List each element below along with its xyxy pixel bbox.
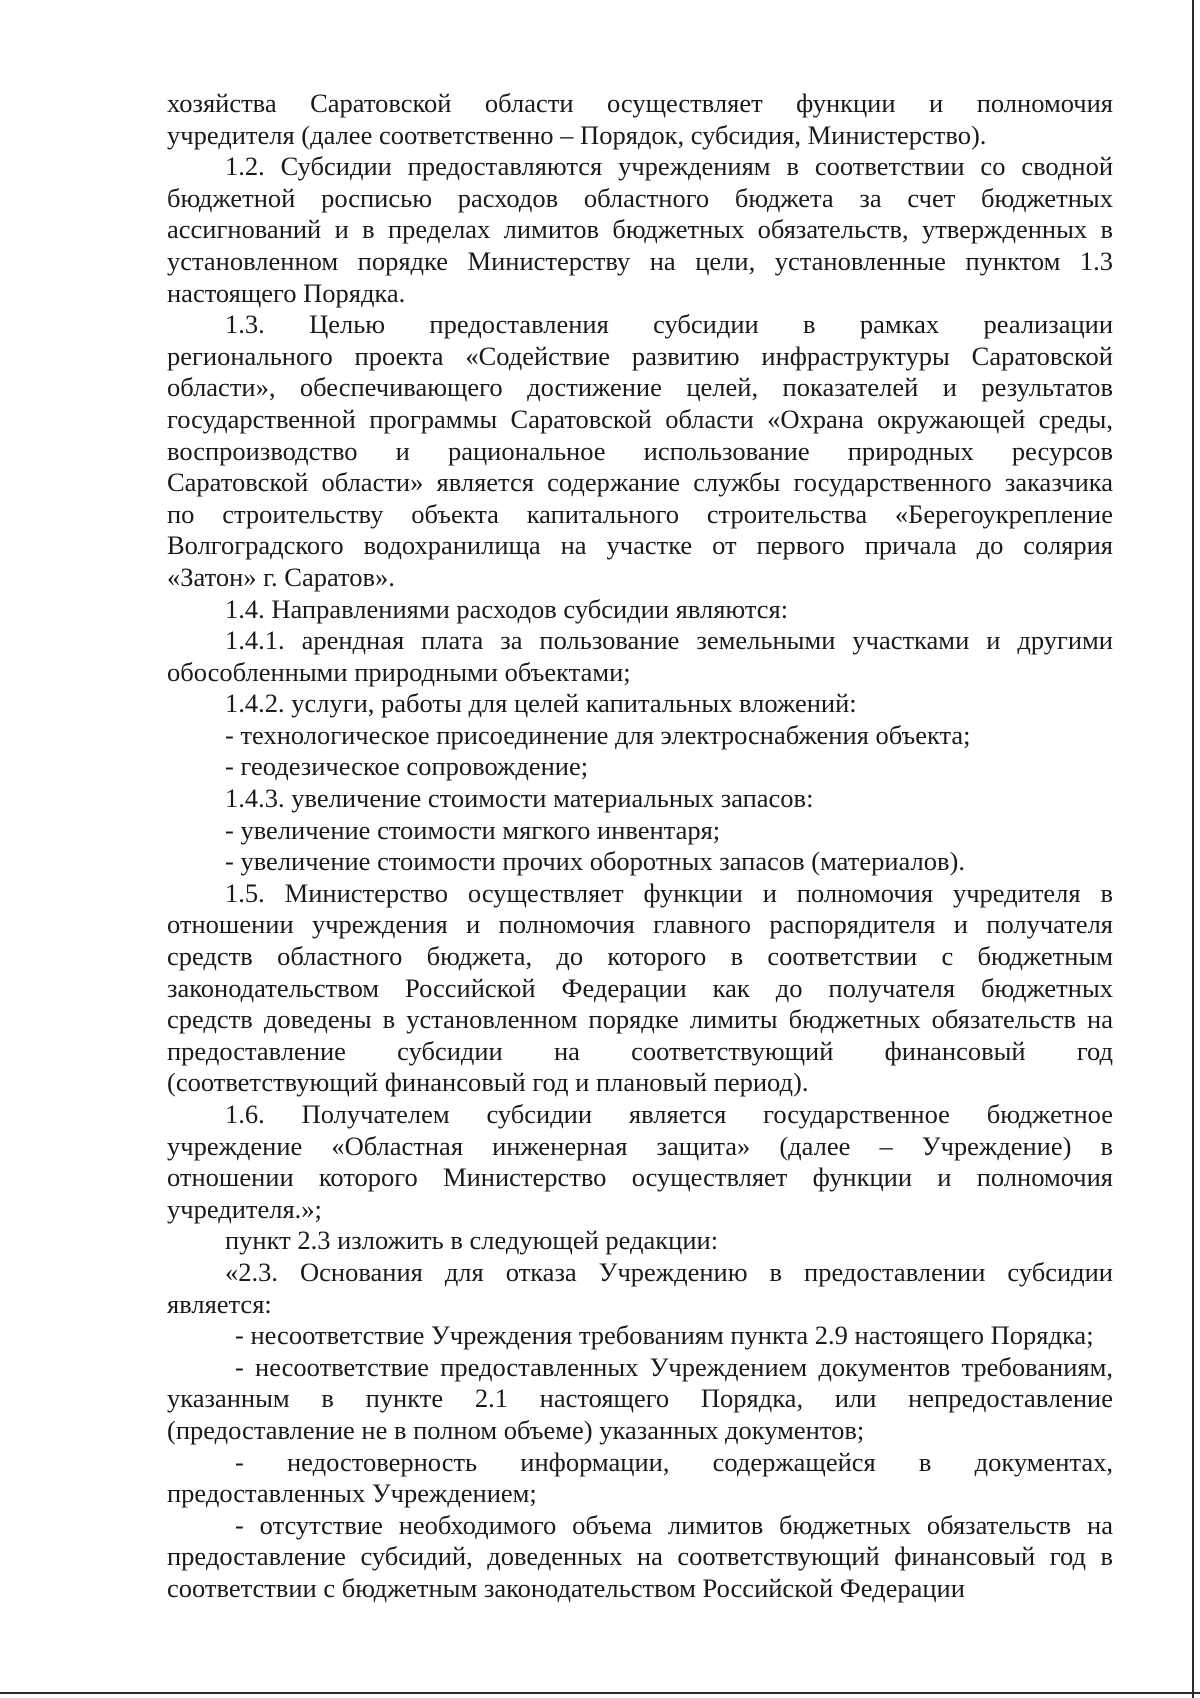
text-line: «Затон» г. Саратов». — [167, 561, 395, 592]
text-line: 1.6. Получателем субсидии является государственное бюджетное — [225, 1099, 1113, 1129]
text-line: «2.3. Основания для отказа Учреждению в предоставлении субсидии — [225, 1256, 1113, 1287]
text-line: по строительству объекта капитального строительства «Берегоукрепление — [167, 498, 1113, 529]
text-line: средств областного бюджета, до которого в соответствии с бюджетным — [167, 941, 1113, 972]
text-line: - недостоверность информации, содержащейся в документах, — [235, 1446, 1113, 1477]
text-line: средств доведены в установленном порядке лимиты бюджетных обязательств на — [167, 1004, 1113, 1035]
text-line: хозяйства Саратовской области осуществляет функции и полномочия — [167, 88, 1113, 118]
paragraph-p-1-6 — [167, 1099, 1113, 1225]
scan-edge-bottom — [0, 1692, 1200, 1694]
text-line: предоставление субсидий, доведенных на соответствующий финансовый год в — [167, 1541, 1113, 1572]
text-line: Волгоградского водохранилища на участке от первого причала до солярия — [167, 530, 1113, 561]
text-line: настоящего Порядка. — [167, 277, 406, 308]
text-line: отношении учреждения и полномочия главного распорядителя и получателя — [167, 909, 1113, 940]
text-line: 1.4.1. арендная плата за пользование земельными участками и другими — [225, 625, 1113, 656]
paragraph-p-punkt — [167, 1225, 1113, 1257]
paragraph-p-1-4-2-b — [167, 751, 1113, 783]
text-line: учредителя (далее соответственно – Порядок, субсидия, Министерство). — [167, 119, 987, 150]
paragraph-p-1-4 — [167, 594, 1113, 626]
text-line: 1.4.2. услуги, работы для целей капитальных вложений: — [225, 688, 857, 719]
paragraph-p-2-3-d — [167, 1510, 1113, 1605]
text-line: предоставленных Учреждением; — [167, 1478, 537, 1509]
text-line: - несоответствие Учреждения требованиям пункта 2.9 настоящего Порядка; — [235, 1320, 1094, 1351]
paragraph-p-2-3-c — [167, 1447, 1113, 1510]
paragraph-p-2-3-b — [167, 1352, 1113, 1447]
paragraph-p-1-4-3-b — [167, 846, 1113, 878]
paragraph-p-intro — [167, 88, 1113, 151]
text-line: предоставление субсидии на соответствующий финансовый год — [167, 1035, 1113, 1066]
text-line: 1.5. Министерство осуществляет функции и полномочия учредителя в — [225, 877, 1113, 908]
paragraph-p-2-3-a — [167, 1320, 1113, 1352]
paragraph-p-1-4-2 — [167, 688, 1113, 720]
text-line: отношении которого Министерство осуществляет функции и полномочия — [167, 1162, 1113, 1193]
text-line: пункт 2.3 изложить в следующей редакции: — [225, 1225, 719, 1256]
text-line: - несоответствие предоставленных Учреждением документов требованиям, — [235, 1351, 1113, 1382]
text-line: - увеличение стоимости мягкого инвентаря; — [225, 814, 721, 845]
paragraph-p-1-5 — [167, 878, 1113, 1099]
scan-edge-right — [1192, 0, 1194, 1698]
text-line: Саратовской области» является содержание службы государственного заказчика — [167, 467, 1113, 498]
text-line: (предоставление не в полном объеме) указанных документов; — [167, 1414, 865, 1445]
text-line: является: — [167, 1288, 272, 1319]
text-line: 1.4. Направлениями расходов субсидии являются: — [225, 593, 789, 624]
text-line: 1.3. Целью предоставления субсидии в рамках реализации — [225, 309, 1113, 340]
text-line: - геодезическое сопровождение; — [225, 751, 589, 782]
paragraph-p-1-4-3-a — [167, 815, 1113, 847]
text-line: - увеличение стоимости прочих оборотных запасов (материалов). — [225, 846, 965, 877]
text-line: области», обеспечивающего достижение целей, показателей и результатов — [167, 372, 1113, 403]
text-line: бюджетной росписью расходов областного бюджета за счет бюджетных — [167, 182, 1113, 213]
text-line: регионального проекта «Содействие развитию инфраструктуры Саратовской — [167, 340, 1113, 371]
text-line: законодательством Российской Федерации как до получателя бюджетных — [167, 972, 1113, 1003]
text-line: установленном порядке Министерству на цели, установленные пунктом 1.3 — [167, 245, 1113, 276]
text-line: (соответствующий финансовый год и плановый период). — [167, 1067, 809, 1098]
text-line: обособленными природными объектами; — [167, 656, 631, 687]
text-line: 1.2. Субсидии предоставляются учреждениям в соответствии со сводной — [225, 151, 1113, 182]
text-line: учредителя.»; — [167, 1193, 322, 1224]
paragraph-p-1-4-1 — [167, 625, 1113, 688]
text-line: ассигнований и в пределах лимитов бюджетных обязательств, утвержденных в — [167, 214, 1113, 245]
paragraph-p-1-4-2-a — [167, 720, 1113, 752]
paragraph-p-2-3 — [167, 1257, 1113, 1320]
text-line: - отсутствие необходимого объема лимитов бюджетных обязательств на — [235, 1509, 1113, 1540]
text-line: указанным в пункте 2.1 настоящего Порядка, или непредоставление — [167, 1383, 1113, 1414]
paragraph-p-1-2 — [167, 151, 1113, 309]
text-line: соответствии с бюджетным законодательством Российской Федерации — [167, 1572, 965, 1603]
document-body — [167, 88, 1113, 1605]
text-line: учреждение «Областная инженерная защита» (далее – Учреждение) в — [167, 1130, 1113, 1161]
paragraph-p-1-4-3 — [167, 783, 1113, 815]
text-line: 1.4.3. увеличение стоимости материальных запасов: — [225, 783, 814, 814]
paragraph-p-1-3 — [167, 309, 1113, 593]
text-line: воспроизводство и рациональное использование природных ресурсов — [167, 435, 1113, 466]
text-line: государственной программы Саратовской области «Охрана окружающей среды, — [167, 403, 1113, 434]
text-line: - технологическое присоединение для электроснабжения объекта; — [225, 719, 971, 750]
